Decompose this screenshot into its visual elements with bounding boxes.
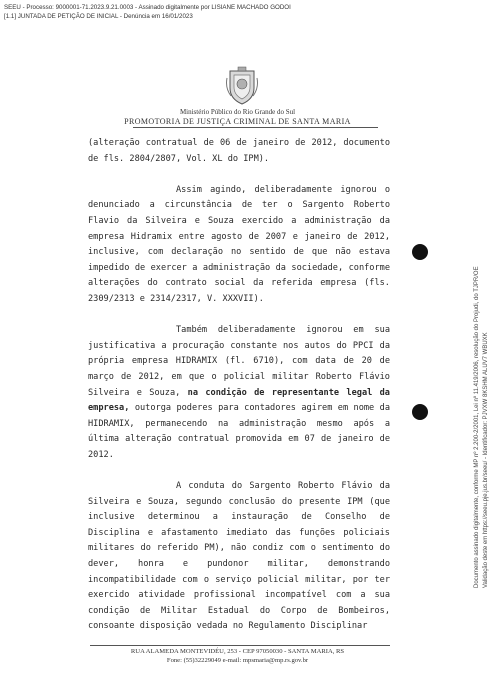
paragraph-3-start: Também deliberadamente ignorou em sua justificativa a procuração constante nos autos do PPCI da própria empresa HIDRAMIX (fl. 6710), com data de 20 de março de 2012, em que o policial militar Roberto Flávio Silveira e Souza, — [88, 325, 390, 398]
coat-of-arms-icon — [225, 66, 259, 106]
paragraph-3 — [88, 323, 390, 463]
bold-phrase: na condição de representante legal da empresa, — [88, 387, 390, 414]
punch-hole-mark — [412, 244, 428, 260]
institution-name: Ministério Público do Rio Grande do Sul — [179, 108, 296, 116]
paragraph-1: (alteração contratual de 06 de janeiro de 2012, documento de fls. 2804/2807, Vol. XL do IPM). — [88, 138, 390, 164]
footer-contact: Fone: (55)32229049 e-mail: mpsmaria@mp.rs.gov.br — [166, 657, 309, 664]
office-name: PROMOTORIA DE JUSTIÇA CRIMINAL DE SANTA MARIA — [124, 117, 351, 126]
punch-hole-mark — [412, 404, 428, 420]
paragraph-4: A conduta do Sargento Roberto Flávio da Silveira e Souza, segundo conclusão do presente IPM (que inclusive determinou a instauração de Conselho de Disciplina e afastamento imediato das funções policiais militares do referido PM), não condiz com o sentimento do dever, honra e pundonor militar, demonstrando incompatibilidade com o serviço policial militar, por ter exercido atividade profissional incompatível com a sua condição de Militar Estadual do Corpo de Bombeiros, consoante disposição vedada no Regulamento Disciplinar — [88, 481, 390, 632]
system-header-line: SEEU - Processo: 9000001-71.2023.9.21.0003 - Assinado digitalmente por LISIANE MACHADO GODOI — [4, 4, 291, 11]
header-divider — [133, 127, 378, 128]
paragraph-3-end: outorga poderes para contadores agirem em nome da HIDRAMIX, permanecendo na administração mesmo após a última alteração contratual promovida em 07 de janeiro de 2012. — [88, 403, 390, 460]
paragraph-2: Assim agindo, deliberadamente ignorou o denunciado a circunstância de ter o Sargento Roberto Flavio da Silveira e Souza exercido a administração da empresa Hidramix entre agosto de 2007 e janeiro de 2012, inclusive, com declaração no sentido de que não estava impedido de exercer a administração da sociedade, conforme alterações do contrato social da referida empresa (fls. 2309/2313 e 2314/2317, V. XXXVII). — [88, 184, 390, 304]
footer-divider — [90, 645, 390, 646]
footer-address: RUA ALAMEDA MONTEVIDÉU, 253 - CEP 97050030 - SANTA MARIA, RS — [130, 648, 345, 655]
signature-note: Documento assinado digitalmente, conforme MP nº 2.200-2/2001, Lei nº 11.419/2006, resolução do Projudi, do TJPR/OE — [474, 266, 480, 588]
document-body — [88, 136, 390, 635]
validation-note: Validação deste em https://seeu.pje.jus.br/seeu/ - Identificador: PJVXW 8KSHM ALUV7 WBUXK — [483, 332, 489, 588]
filing-header-line: [1.1] JUNTADA DE PETIÇÃO DE INICIAL - Denúncia em 16/01/2023 — [4, 13, 193, 20]
